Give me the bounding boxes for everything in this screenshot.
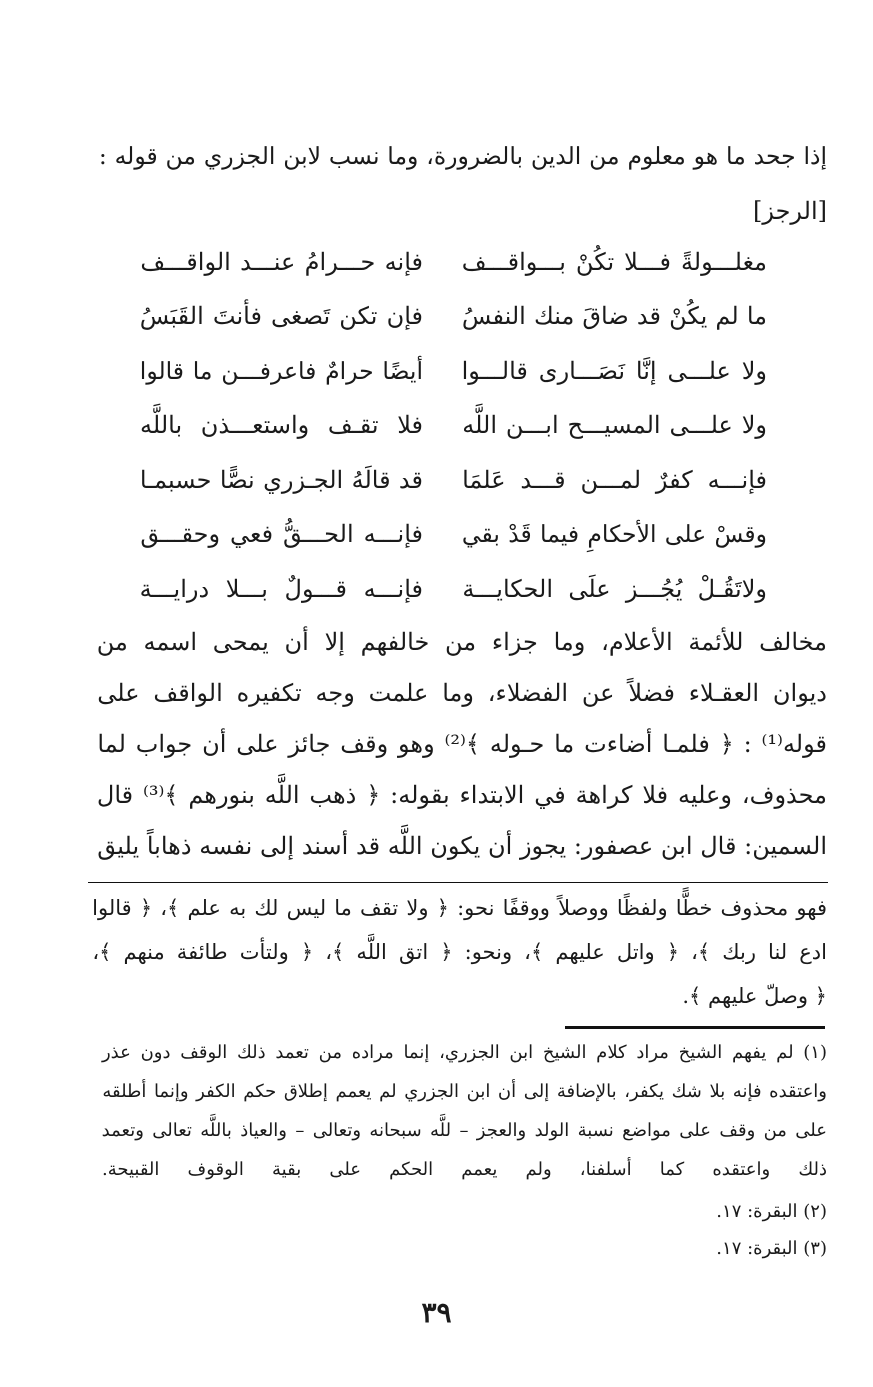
continuation-line: ﴿ وصلّ عليهم ﴾. [682, 984, 827, 1008]
verse-right: فإنـــه كفرٌ لمـــن قـــد عَلمَا [462, 466, 767, 494]
footnote-line: واعتقده فإنه بلا شك يكفر، بالإضافة إلى أن ابن الجزري لم يعمم إطلاق حكم الكفر وإنما أطلقه [102, 1081, 827, 1102]
intro-line: إذا جحد ما هو معلوم من الدين بالضرورة، وما نسب لابن الجزري من قوله : [98, 142, 827, 170]
body-line: محذوف، وعليه فلا كراهة في الابتداء بقوله: ﴿ ذهب اللَّه بنورهم ﴾⁽³⁾ قال [96, 781, 827, 809]
verse-right: مغلـــولةً فـــلا تكُنْ بـــواقـــف [461, 248, 767, 276]
verse-left: فإنه حـــرامُ عنـــد الواقـــف [140, 248, 423, 276]
verse-left: فلا تقـف واستعـــذن باللَّه [140, 411, 423, 439]
body-line: ديوان العقـلاء فضلاً عن الفضلاء، وما علمت وجه تكفيره الواقف على [97, 679, 827, 707]
verse-left: فإنـــه قـــولٌ بـــلا درايـــة [139, 575, 423, 603]
verse-left: فإنـــه الحـــقُّ فعي وحقـــق [140, 520, 423, 548]
body-line: مخالف للأئمة الأعلام، وما جزاء من خالفهم إلا أن يمحى اسمه من [96, 628, 827, 656]
footnote-line: (٣) البقرة: ١٧. [716, 1238, 827, 1259]
verse-right: ولا علـــى إنَّا نَصَـــارى قالـــوا [461, 357, 767, 385]
verse-left: فإن تكن تَصغى فأنتَ القَبَسُ [139, 302, 423, 330]
verse-left: أيضًا حرامٌ فاعرفـــن ما قالوا [139, 357, 423, 385]
verse-right: وقسْ على الأحكامِ فيما قَدْ بقي [461, 520, 767, 548]
footnote-line: (١) لم يفهم الشيخ مراد كلام الشيخ ابن الجزري، إنما مراده من تعمد ذلك الوقف دون عذر [101, 1042, 827, 1063]
continuation-line: ادع لنا ربك ﴾، ﴿ واتل عليهم ﴾، ونحو: ﴿ اتق اللَّه ﴾، ﴿ ولتأت طائفة منهم ﴾، [92, 940, 827, 964]
body-line: السمين: قال ابن عصفور: يجوز أن يكون اللَّه قد أسند إلى نفسه ذهاباً يليق [97, 832, 827, 860]
page-number: ٣٩ [421, 1296, 452, 1329]
verse-right: ما لم يكُنْ قد ضاقَ منك النفسُ [461, 302, 767, 330]
footnote-line: (٢) البقرة: ١٧. [716, 1201, 827, 1222]
verse-right: ولاتَقُـلْ يُجُـــز علَى الحكايـــة [462, 575, 767, 603]
continuation-line: فهو محذوف خطًّا ولفظًا ووصلاً ووقفًا نحو: ﴿ ولا تقف ما ليس لك به علم ﴾، ﴿ قالوا [92, 896, 827, 920]
footnote-separator [565, 1026, 825, 1029]
meter-label: [الرجز] [752, 197, 827, 225]
verse-left: قد قالَهُ الجـزري نصًّا حسبمـا [139, 466, 423, 494]
footnote-line: ذلك واعتقده كما أسلفنا، ولم يعمم الحكم على بقية الوقوف القبيحة. [101, 1159, 827, 1180]
page-divider [88, 882, 828, 883]
body-line: قوله⁽¹⁾ : ﴿ فلمـا أضاءت ما حـوله ﴾⁽²⁾ وهو وقف جائز على أن جواب لما [97, 730, 827, 758]
footnote-line: على من وقف على مواضع نسبة الولد والعجز – للَّه سبحانه وتعالى – والعياذ باللَّه تعالى وتعمد [101, 1120, 827, 1141]
verse-right: ولا علـــى المسيـــح ابـــن اللَّه [462, 411, 767, 439]
